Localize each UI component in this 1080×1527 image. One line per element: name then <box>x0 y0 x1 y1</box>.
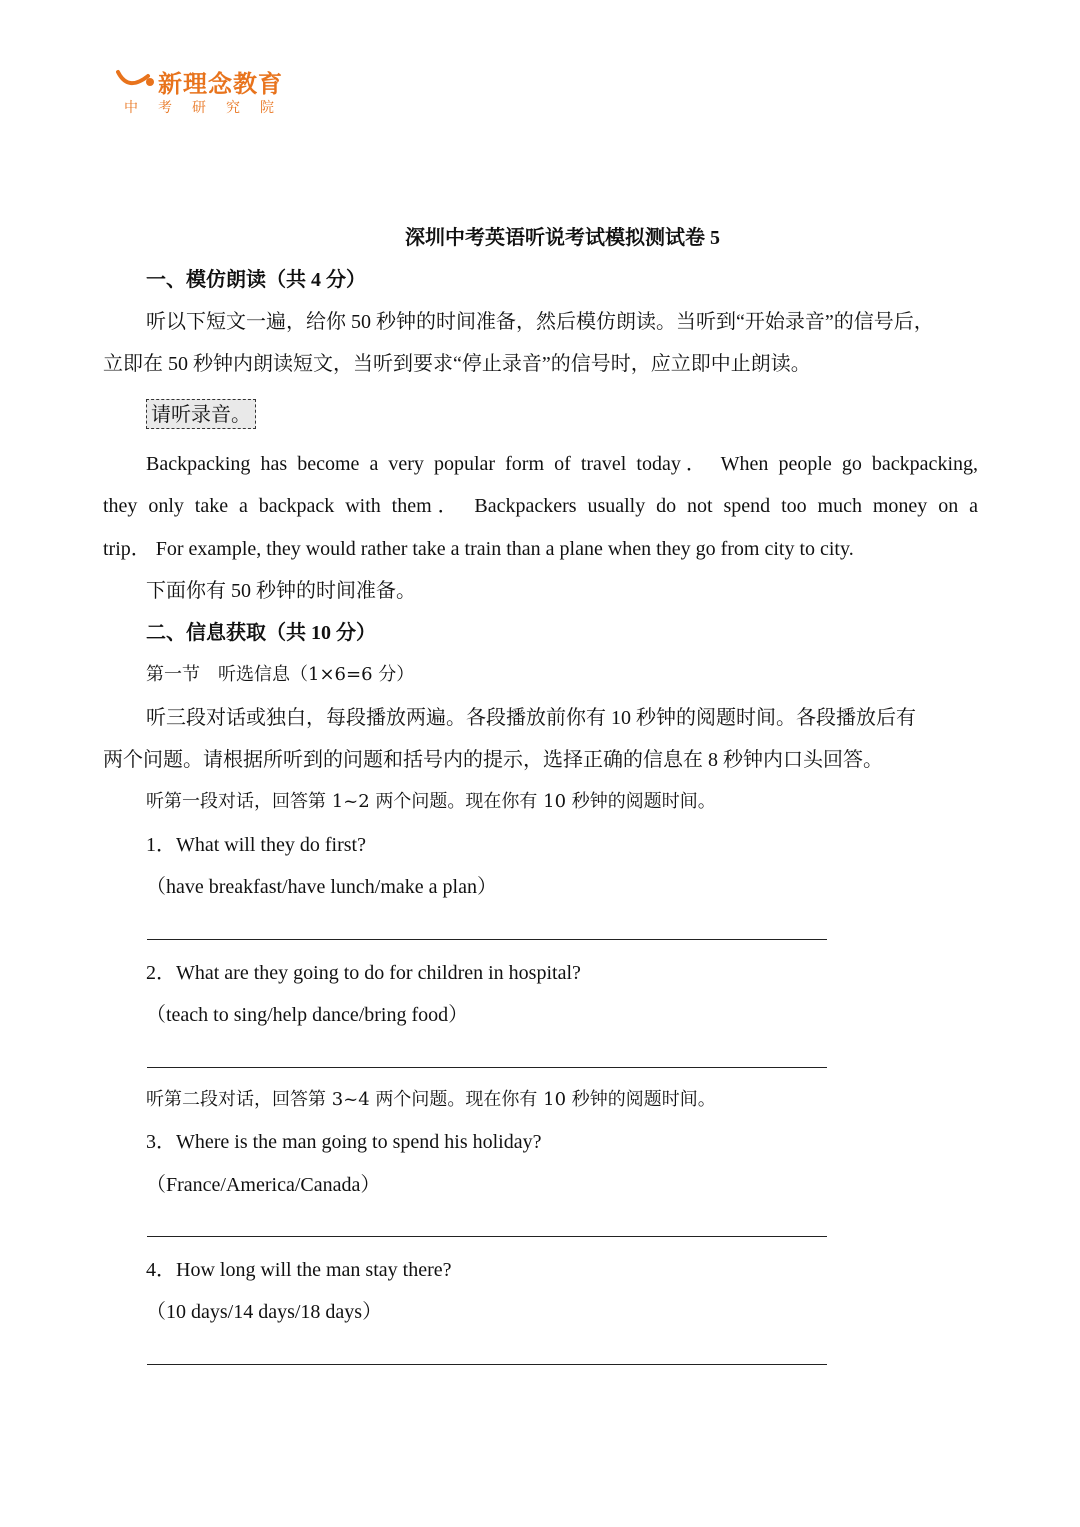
section2-heading: 二、信息获取（共 10 分） <box>146 622 376 644</box>
logo-name: 新理念教育 <box>158 70 283 98</box>
question-2: 2．What are they going to do for children in hospital? <box>146 962 581 984</box>
answer-line-3[interactable] <box>147 1236 827 1237</box>
passage-line-1: Backpacking has become a very popular form of travel today． When people go backpacking, <box>146 453 978 475</box>
passage-line-2: they only take a backpack with them． Backpackers usually do not spend too much money on a <box>103 495 978 517</box>
answer-line-4[interactable] <box>147 1364 827 1365</box>
logo-subtitle: 中考研究院 <box>124 100 294 116</box>
part1-heading: 第一节 听选信息（1×6=6 分） <box>146 664 415 685</box>
page-title: 深圳中考英语听说考试模拟测试卷 5 <box>405 227 720 249</box>
answer-line-1[interactable] <box>147 939 827 940</box>
logo <box>116 64 296 120</box>
section1-instructions-1: 听以下短文一遍，给你 50 秒钟的时间准备，然后模仿朗读。当听到“开始录音”的信号后， <box>146 311 934 333</box>
answer-line-2[interactable] <box>147 1067 827 1068</box>
dialogue2-intro: 听第二段对话，回答第 3~4 两个问题。现在你有 10 秒钟的阅题时间。 <box>146 1089 716 1110</box>
question-3-options: （France/America/Canada） <box>146 1174 381 1196</box>
prep-note: 下面你有 50 秒钟的时间准备。 <box>146 580 416 602</box>
passage-line-3: trip． For example, they would rather take a train than a plane when they go from city to city. <box>103 538 854 560</box>
section1-instructions-2: 立即在 50 秒钟内朗读短文，当听到要求“停止录音”的信号时，应立即中止朗读。 <box>103 353 811 375</box>
question-1: 1．What will they do first? <box>146 834 366 856</box>
logo-swoosh-icon <box>116 68 156 96</box>
section2-instructions-1: 听三段对话或独白，每段播放两遍。各段播放前你有 10 秒钟的阅题时间。各段播放后有 <box>146 707 916 729</box>
question-4-options: （10 days/14 days/18 days） <box>146 1301 383 1323</box>
question-1-options: （have breakfast/have lunch/make a plan） <box>146 876 497 898</box>
question-2-options: （teach to sing/help dance/bring food） <box>146 1004 469 1026</box>
question-3: 3．Where is the man going to spend his holiday? <box>146 1131 542 1153</box>
dialogue1-intro: 听第一段对话，回答第 1~2 两个问题。现在你有 10 秒钟的阅题时间。 <box>146 791 716 812</box>
question-4: 4．How long will the man stay there? <box>146 1259 452 1281</box>
listen-recording-label: 请听录音。 <box>146 399 256 429</box>
section2-instructions-2: 两个问题。请根据所听到的问题和括号内的提示，选择正确的信息在 8 秒钟内口头回答。 <box>103 749 883 771</box>
section1-heading: 一、模仿朗读（共 4 分） <box>146 269 366 291</box>
